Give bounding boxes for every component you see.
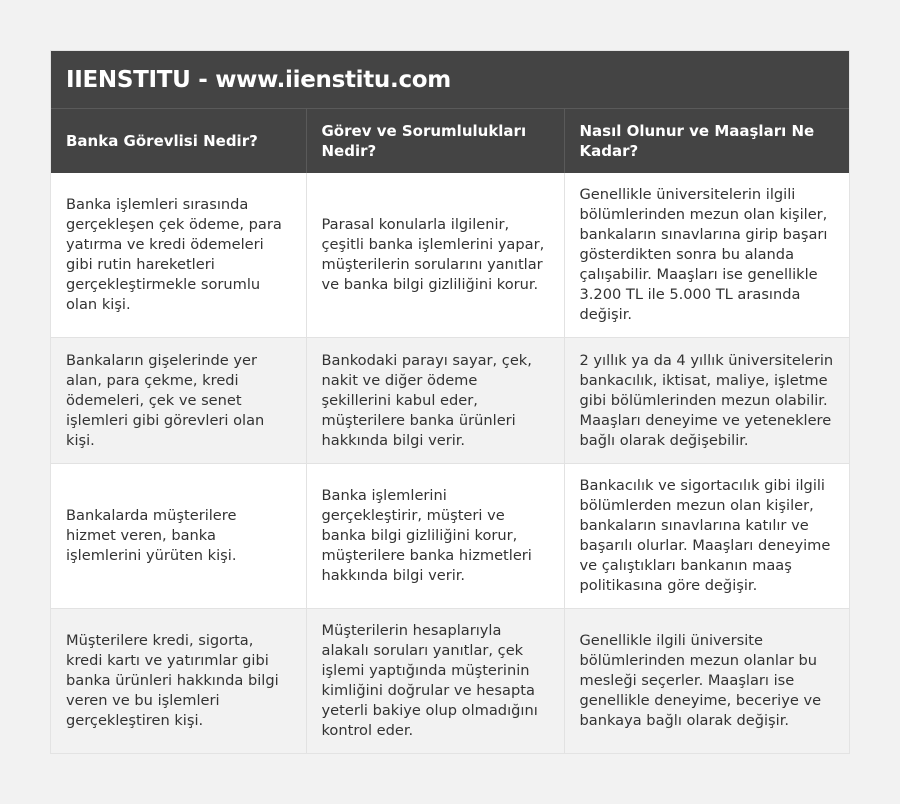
table-row — [51, 464, 849, 609]
comparison-table — [51, 108, 849, 753]
table-cell: Bankacılık ve sigortacılık gibi ilgili bölümlerden mezun olan kişiler, bankaların sınavlarına katılır ve başarılı olurlar. Maaşları deneyime ve çalıştıkları bankanın maaş politikasına göre değişir. — [564, 464, 849, 609]
table-title: IIENSTITU - www.iienstitu.com — [51, 51, 849, 108]
table-cell: Müşterilere kredi, sigorta, kredi kartı ve yatırımlar gibi banka ürünleri hakkında bilgi veren ve bu işlemleri gerçekleştiren kişi. — [51, 609, 306, 754]
column-header-career-salary: Nasıl Olunur ve Maaşları Ne Kadar? — [564, 109, 849, 174]
table-cell: Bankaların gişelerinde yer alan, para çekme, kredi ödemeleri, çek ve senet işlemleri gibi görevleri olan kişi. — [51, 338, 306, 464]
table-cell: Genellikle üniversitelerin ilgili bölümlerinden mezun olan kişiler, bankaların sınavlarına girip başarı gösterdikten sonra bu alanda çalışabilir. Maaşları ise genellikle 3.200 TL ile 5.000 TL arasında değişir. — [564, 173, 849, 338]
table-cell: 2 yıllık ya da 4 yıllık üniversitelerin bankacılık, iktisat, maliye, işletme gibi bölümlerinden mezun olabilir. Maaşları deneyime ve yeteneklere bağlı olarak değişebilir. — [564, 338, 849, 464]
table-row — [51, 609, 849, 754]
header-row — [51, 109, 849, 174]
table-cell: Banka işlemleri sırasında gerçekleşen çek ödeme, para yatırma ve kredi ödemeleri gibi rutin hareketleri gerçekleştirmekle sorumlu olan kişi. — [51, 173, 306, 338]
table-cell: Genellikle ilgili üniversite bölümlerinden mezun olanlar bu mesleği seçerler. Maaşları ise genellikle deneyime, beceriye ve bankaya bağlı olarak değişir. — [564, 609, 849, 754]
table-cell: Müşterilerin hesaplarıyla alakalı soruları yanıtlar, çek işlemi yaptığında müşterinin kimliğini doğrular ve hesapta yeterli bakiye olup olmadığını kontrol eder. — [306, 609, 564, 754]
table-row — [51, 338, 849, 464]
table-cell: Parasal konularla ilgilenir, çeşitli banka işlemlerini yapar, müşterilerin sorularını yanıtlar ve banka bilgi gizliliğini korur. — [306, 173, 564, 338]
table-row — [51, 173, 849, 338]
column-header-responsibilities: Görev ve Sorumlulukları Nedir? — [306, 109, 564, 174]
table-cell: Bankodaki parayı sayar, çek, nakit ve diğer ödeme şekillerini kabul eder, müşterilere banka ürünleri hakkında bilgi verir. — [306, 338, 564, 464]
table-cell: Bankalarda müşterilere hizmet veren, banka işlemlerini yürüten kişi. — [51, 464, 306, 609]
table-cell: Banka işlemlerini gerçekleştirir, müşteri ve banka bilgi gizliliğini korur, müşterilere banka hizmetleri hakkında bilgi verir. — [306, 464, 564, 609]
column-header-definition: Banka Görevlisi Nedir? — [51, 109, 306, 174]
info-table-card — [51, 51, 849, 753]
